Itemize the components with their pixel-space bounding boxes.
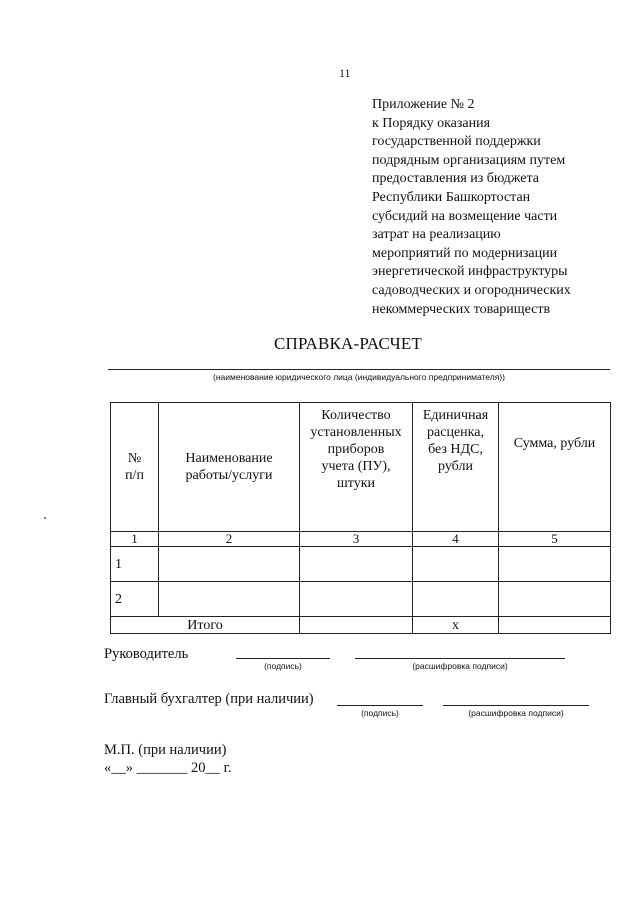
appendix-line: Республики Башкортостан — [372, 189, 531, 205]
header-line: приборов — [327, 442, 385, 457]
header-line: учета (ПУ), — [321, 459, 391, 474]
accountant-signature-line — [337, 705, 423, 706]
date-line: «__» _______ 20__ г. — [104, 760, 232, 776]
accountant-decoding-line — [443, 705, 589, 706]
total-sum — [499, 617, 611, 634]
head-label: Руководитель — [104, 646, 189, 662]
appendix-line: субсидий на возмещение части — [372, 208, 558, 224]
table-cell — [413, 582, 499, 617]
accountant-signature-caption: (подпись) — [361, 708, 399, 718]
appendix-line: энергетической инфраструктуры — [372, 264, 568, 280]
appendix-line: мероприятий по модернизации — [372, 245, 558, 261]
appendix-line: садоводческих и огороднических — [372, 282, 571, 298]
header-line: установленных — [310, 425, 402, 440]
header-line: Наименование — [185, 451, 273, 466]
column-number: 5 — [499, 532, 611, 547]
entity-name-line — [108, 369, 610, 370]
head-signature-caption: (подпись) — [264, 661, 302, 671]
table-cell — [300, 582, 413, 617]
accountant-decoding-caption: (расшифровка подписи) — [468, 708, 564, 718]
table-cell — [159, 547, 300, 582]
table-cell — [413, 547, 499, 582]
chief-accountant-label: Главный бухгалтер (при наличии) — [104, 691, 314, 707]
header-work-name — [159, 403, 300, 532]
column-number: 2 — [159, 532, 300, 547]
table-cell — [499, 547, 611, 582]
header-line: без НДС, — [428, 442, 483, 457]
table-cell — [499, 582, 611, 617]
column-number: 3 — [300, 532, 413, 547]
appendix-line: затрат на реализацию — [372, 227, 501, 243]
appendix-line: государственной поддержки — [372, 134, 541, 150]
table-row — [111, 547, 611, 582]
head-signature-line — [236, 658, 330, 659]
entity-name-caption: (наименование юридического лица (индивидуального предпринимателя)) — [213, 372, 505, 382]
table-cell — [300, 547, 413, 582]
column-number-row — [111, 532, 611, 547]
total-row — [111, 617, 611, 634]
table-cell: 1 — [111, 547, 159, 582]
appendix-line: Приложение № 2 — [372, 97, 475, 112]
table-row — [111, 582, 611, 617]
header-number — [111, 403, 159, 532]
stamp-line: М.П. (при наличии) — [104, 742, 227, 758]
header-unit-price — [413, 403, 499, 532]
column-number: 1 — [111, 532, 159, 547]
page-number: 11 — [339, 66, 351, 80]
column-number: 4 — [413, 532, 499, 547]
header-line: Количество — [321, 408, 391, 423]
appendix-line: некоммерческих товариществ — [372, 301, 551, 317]
appendix-header — [372, 96, 632, 319]
calculation-table — [110, 402, 611, 634]
total-unit-price: х — [413, 617, 499, 634]
head-decoding-caption: (расшифровка подписи) — [412, 661, 508, 671]
scan-speck — [44, 517, 46, 519]
header-line: № — [127, 451, 142, 466]
document-title: СПРАВКА-РАСЧЕТ — [273, 334, 423, 353]
table-header-row — [111, 403, 611, 532]
table-cell: 2 — [111, 582, 159, 617]
header-line: Сумма, рубли — [513, 436, 596, 451]
total-meter-count — [300, 617, 413, 634]
appendix-line: предоставления из бюджета — [372, 171, 539, 187]
appendix-line: к Порядку оказания — [372, 115, 491, 131]
header-line: рубли — [438, 459, 473, 474]
total-label: Итого — [111, 617, 300, 634]
appendix-line: подрядным организациям путем — [372, 152, 566, 168]
table-cell — [159, 582, 300, 617]
header-line: работы/услуги — [185, 468, 273, 483]
header-line: Единичная — [422, 408, 489, 423]
header-meter-count — [300, 403, 413, 532]
header-line: п/п — [125, 468, 144, 483]
header-sum — [499, 403, 611, 532]
stamp-and-date — [104, 741, 232, 777]
header-line: расценка, — [427, 425, 484, 440]
head-decoding-line — [355, 658, 565, 659]
header-line: штуки — [336, 476, 375, 491]
